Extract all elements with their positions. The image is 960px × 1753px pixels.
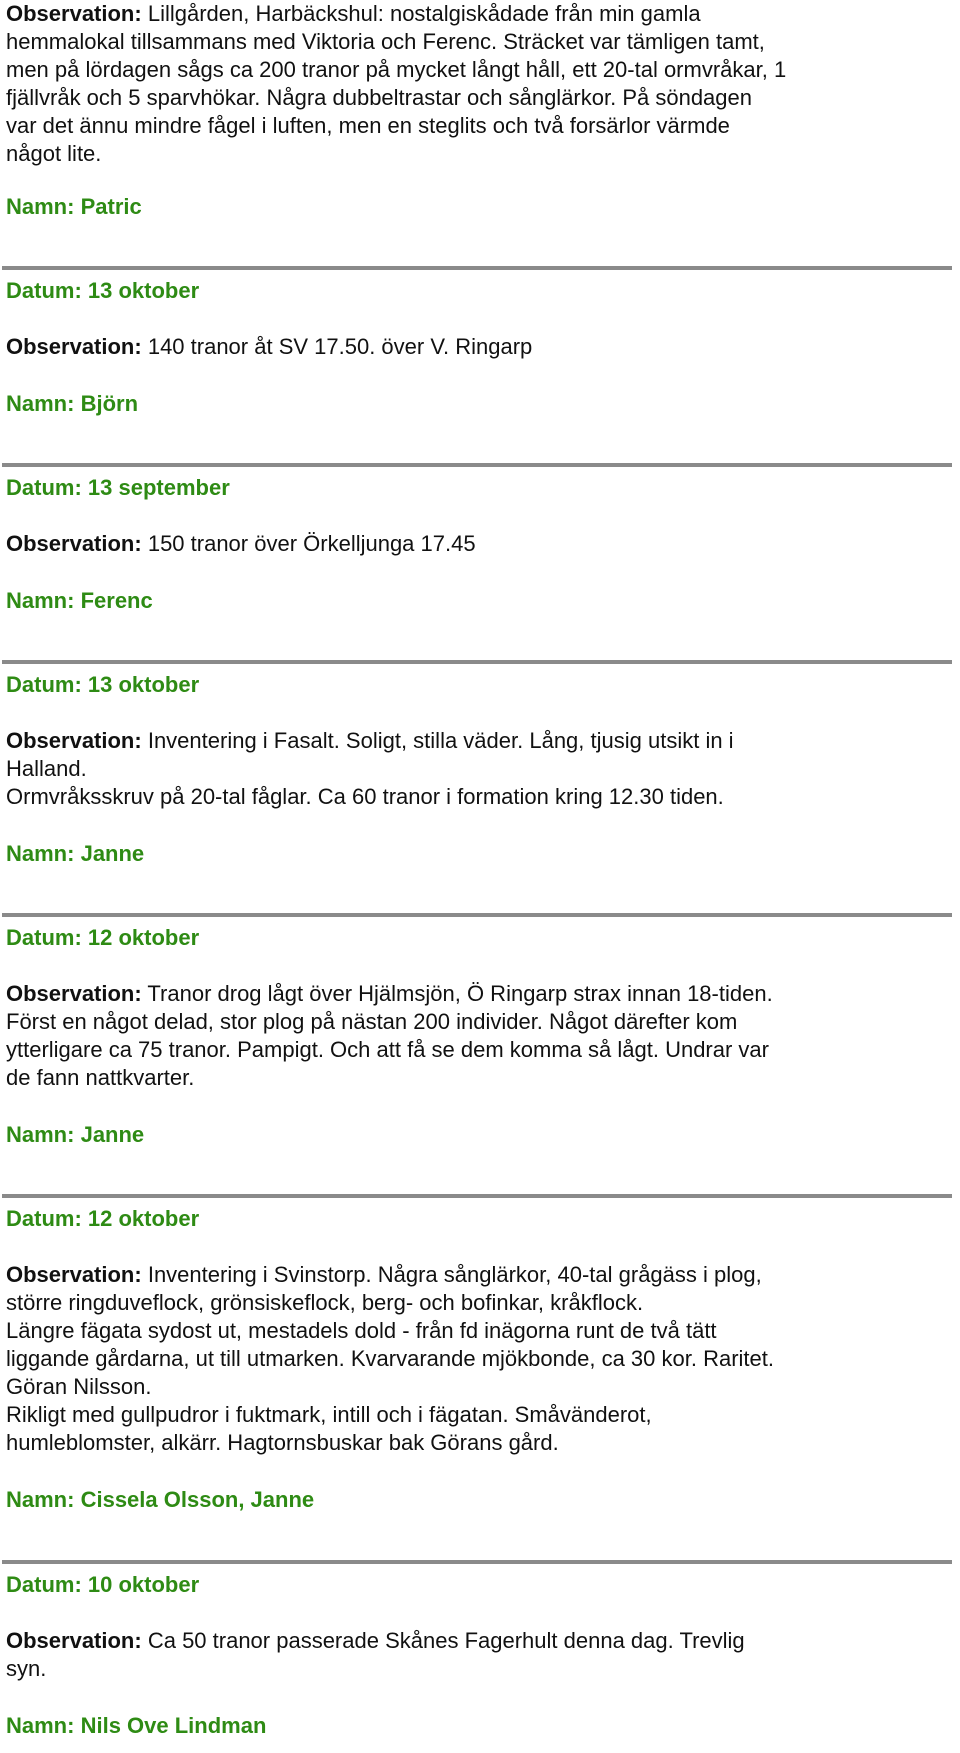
entry-divider [2, 1560, 952, 1564]
intro-name-row [6, 193, 951, 221]
name-label: Namn: [6, 194, 75, 219]
observation-line: Ca 50 tranor passerade Skånes Fagerhult denna dag. Trevlig [147, 1628, 745, 1653]
observation-line: humleblomster, alkärr. Hagtornsbuskar bak Görans gård. [6, 1430, 559, 1455]
entry-date: 13 oktober [87, 672, 200, 697]
date-label: Datum: [6, 1206, 82, 1231]
observation-label: Observation: [6, 1628, 142, 1653]
entry-name-row [6, 1486, 951, 1514]
name-label: Namn: [6, 391, 75, 416]
name-label: Namn: [6, 588, 75, 613]
observation-line: Göran Nilsson. [6, 1374, 152, 1399]
entry-divider [2, 1194, 952, 1198]
observation-line: liggande gårdarna, ut till utmarken. Kvarvarande mjökbonde, ca 30 kor. Raritet. [6, 1346, 774, 1371]
observation-line: Inventering i Svinstorp. Några sånglärkor, 40-tal grågäss i plog, [147, 1262, 762, 1287]
entry-name-row [6, 840, 951, 868]
observation-line: syn. [6, 1656, 47, 1681]
entry-divider [2, 266, 952, 270]
observation-line: Rikligt med gullpudror i fuktmark, intill och i fägatan. Småvänderot, [6, 1402, 652, 1427]
entry-name-row [6, 1712, 951, 1740]
entry-observation [6, 333, 951, 361]
entry-name-row [6, 587, 951, 615]
intro-observation-text [6, 0, 951, 168]
observation-label: Observation: [6, 981, 142, 1006]
observation-line: något lite. [6, 141, 102, 166]
entry-divider [2, 660, 952, 664]
name-label: Namn: [6, 1713, 75, 1738]
observer-name: Ferenc [80, 588, 153, 613]
name-label: Namn: [6, 841, 75, 866]
observation-line: Först en något delad, stor plog på nästan 200 individer. Något därefter kom [6, 1009, 738, 1034]
observation-line: Lillgården, Harbäckshul: nostalgiskådade från min gamla [147, 1, 701, 26]
entry-date-row [6, 474, 951, 502]
entry-observation [6, 727, 951, 811]
observation-line: Tranor drog lågt över Hjälmsjön, Ö Ringarp strax innan 18-tiden. [147, 981, 773, 1006]
entry-observation [6, 1627, 951, 1683]
observation-label: Observation: [6, 1, 142, 26]
observation-line: 150 tranor över Örkelljunga 17.45 [147, 531, 476, 556]
observation-line: 140 tranor åt SV 17.50. över V. Ringarp [147, 334, 533, 359]
date-label: Datum: [6, 1572, 82, 1597]
date-label: Datum: [6, 475, 82, 500]
observer-name: Cissela Olsson, Janne [80, 1487, 315, 1512]
observation-line: de fann nattkvarter. [6, 1065, 195, 1090]
entry-observation [6, 530, 951, 558]
observer-name: Nils Ove Lindman [80, 1713, 267, 1738]
observation-line: men på lördagen sågs ca 200 tranor på mycket långt håll, ett 20-tal ormvråkar, 1 [6, 57, 787, 82]
entry-date: 13 september [87, 475, 230, 500]
observation-line: fjällvråk och 5 sparvhökar. Några dubbeltrastar och sånglärkor. På söndagen [6, 85, 752, 110]
entry-date-row [6, 1205, 951, 1233]
date-label: Datum: [6, 925, 82, 950]
entry-name-row [6, 390, 951, 418]
observer-name: Janne [80, 841, 145, 866]
observation-line: var det ännu mindre fågel i luften, men en steglits och två forsärlor värmde [6, 113, 730, 138]
entry-date: 12 oktober [87, 1206, 200, 1231]
entry-date-row [6, 277, 951, 305]
observation-label: Observation: [6, 728, 142, 753]
entry-observation [6, 980, 951, 1092]
observation-label: Observation: [6, 1262, 142, 1287]
observation-line: ytterligare ca 75 tranor. Pampigt. Och att få se dem komma så lågt. Undrar var [6, 1037, 769, 1062]
entry-date-row [6, 1571, 951, 1599]
entry-date: 12 oktober [87, 925, 200, 950]
observer-name: Björn [80, 391, 139, 416]
entry-date-row [6, 671, 951, 699]
entry-date: 10 oktober [87, 1572, 200, 1597]
observation-line: Ormvråksskruv på 20-tal fåglar. Ca 60 tranor i formation kring 12.30 tiden. [6, 784, 724, 809]
name-label: Namn: [6, 1122, 75, 1147]
observation-label: Observation: [6, 334, 142, 359]
entry-observation [6, 1261, 951, 1457]
entry-date: 13 oktober [87, 278, 200, 303]
observation-line: större ringduveflock, grönsiskeflock, berg- och bofinkar, kråkflock. [6, 1290, 644, 1315]
observation-label: Observation: [6, 531, 142, 556]
entry-divider [2, 913, 952, 917]
name-label: Namn: [6, 1487, 75, 1512]
observation-line: Halland. [6, 756, 87, 781]
observer-name: Janne [80, 1122, 145, 1147]
observation-line: Längre fägata sydost ut, mestadels dold - från fd inägorna runt de två tätt [6, 1318, 717, 1343]
date-label: Datum: [6, 672, 82, 697]
observation-line: Inventering i Fasalt. Soligt, stilla väder. Lång, tjusig utsikt in i [147, 728, 734, 753]
date-label: Datum: [6, 278, 82, 303]
entry-date-row [6, 924, 951, 952]
observation-line: hemmalokal tillsammans med Viktoria och Ferenc. Sträcket var tämligen tamt, [6, 29, 765, 54]
entry-divider [2, 463, 952, 467]
observer-name: Patric [80, 194, 142, 219]
intro-observation [6, 0, 951, 168]
entry-name-row [6, 1121, 951, 1149]
